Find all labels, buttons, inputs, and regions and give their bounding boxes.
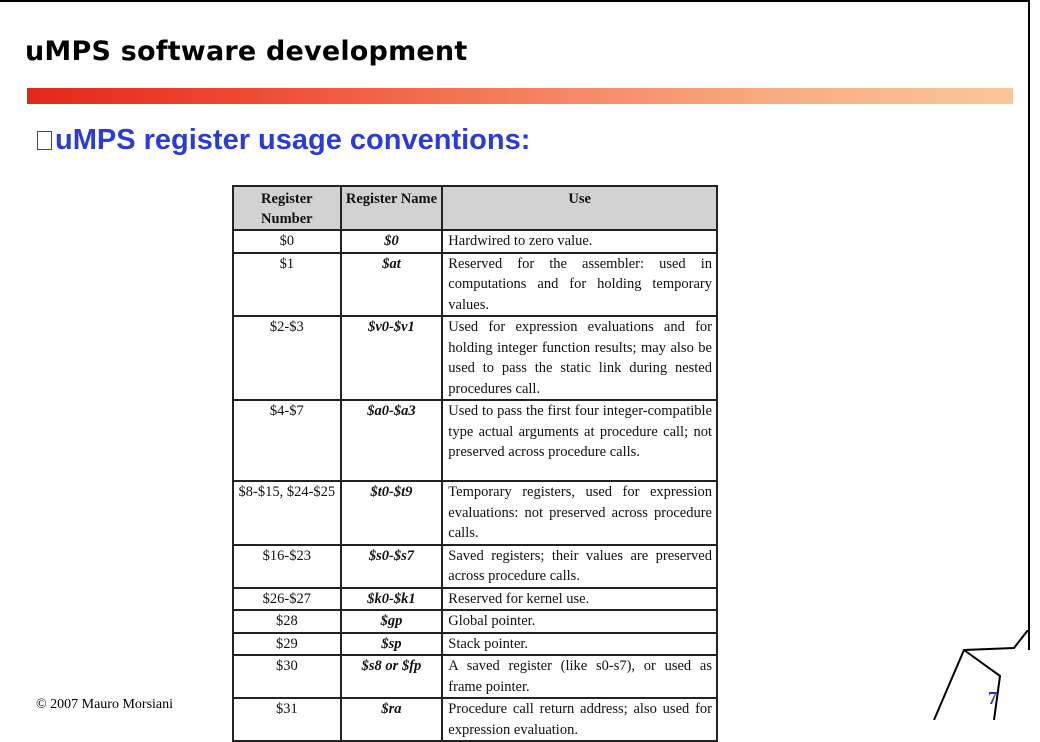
register-number: $29 (233, 633, 341, 656)
table-row (233, 400, 717, 481)
slide-frame-right-border (1028, 0, 1030, 650)
register-number: $0 (233, 230, 341, 253)
slide-frame-top-border (0, 0, 1030, 2)
page-number: 7 (988, 688, 997, 708)
register-number: $4-$7 (233, 400, 341, 481)
register-use: Stack pointer. (442, 633, 717, 656)
page-corner-decoration-icon (930, 630, 1030, 720)
slide-title: uMPS software development (25, 36, 468, 67)
bullet-heading-text: uMPS register usage conventions: (55, 124, 531, 156)
bullet-heading (37, 124, 530, 157)
footer-copyright: © 2007 Mauro Morsiani (36, 697, 174, 712)
register-number: $2-$3 (233, 316, 341, 400)
register-name: $sp (341, 633, 443, 656)
register-use: Hardwired to zero value. (442, 230, 717, 253)
register-number: $28 (233, 610, 341, 633)
register-use: Used for expression evaluations and for holding integer function results; may also be used to pass the static link during nested procedures call. (442, 316, 717, 400)
register-name: $k0-$k1 (341, 588, 443, 611)
register-name: $t0-$t9 (341, 481, 443, 545)
register-number: $16-$23 (233, 545, 341, 588)
header-use: Use (442, 186, 717, 230)
register-use: A saved register (like s0-s7), or used as frame pointer. (442, 655, 717, 698)
table-header-row (233, 186, 717, 230)
register-name: $gp (341, 610, 443, 633)
register-use: Reserved for the assembler: used in computations and for holding temporary values. (442, 253, 717, 317)
register-use: Temporary registers, used for expression evaluations: not preserved across procedure calls. (442, 481, 717, 545)
register-number: $31 (233, 698, 341, 741)
table-row (233, 253, 717, 317)
register-number: $26-$27 (233, 588, 341, 611)
register-name: $s8 or $fp (341, 655, 443, 698)
register-usage-table (232, 185, 718, 742)
register-use: Reserved for kernel use. (442, 588, 717, 611)
table-row (233, 633, 717, 656)
register-name: $at (341, 253, 443, 317)
table-row (233, 545, 717, 588)
table-row (233, 610, 717, 633)
register-name: $v0-$v1 (341, 316, 443, 400)
register-name: $s0-$s7 (341, 545, 443, 588)
table-row (233, 655, 717, 698)
register-use: Procedure call return address; also used for expression evaluation. (442, 698, 717, 741)
register-name: $ra (341, 698, 443, 741)
register-name: $0 (341, 230, 443, 253)
register-number: $1 (233, 253, 341, 317)
register-name: $a0-$a3 (341, 400, 443, 481)
table-row (233, 481, 717, 545)
header-register-number: Register Number (233, 186, 341, 230)
header-register-name: Register Name (341, 186, 443, 230)
table-row (233, 588, 717, 611)
register-number: $8-$15, $24-$25 (233, 481, 341, 545)
title-gradient-bar (27, 88, 1013, 104)
table-row (233, 316, 717, 400)
register-use: Saved registers; their values are preserved across procedure calls. (442, 545, 717, 588)
register-use: Global pointer. (442, 610, 717, 633)
register-number: $30 (233, 655, 341, 698)
table-row (233, 230, 717, 253)
bullet-box-icon (37, 131, 52, 150)
register-use: Used to pass the first four integer-compatible type actual arguments at procedure call; not preserved across procedure calls. (442, 400, 717, 481)
